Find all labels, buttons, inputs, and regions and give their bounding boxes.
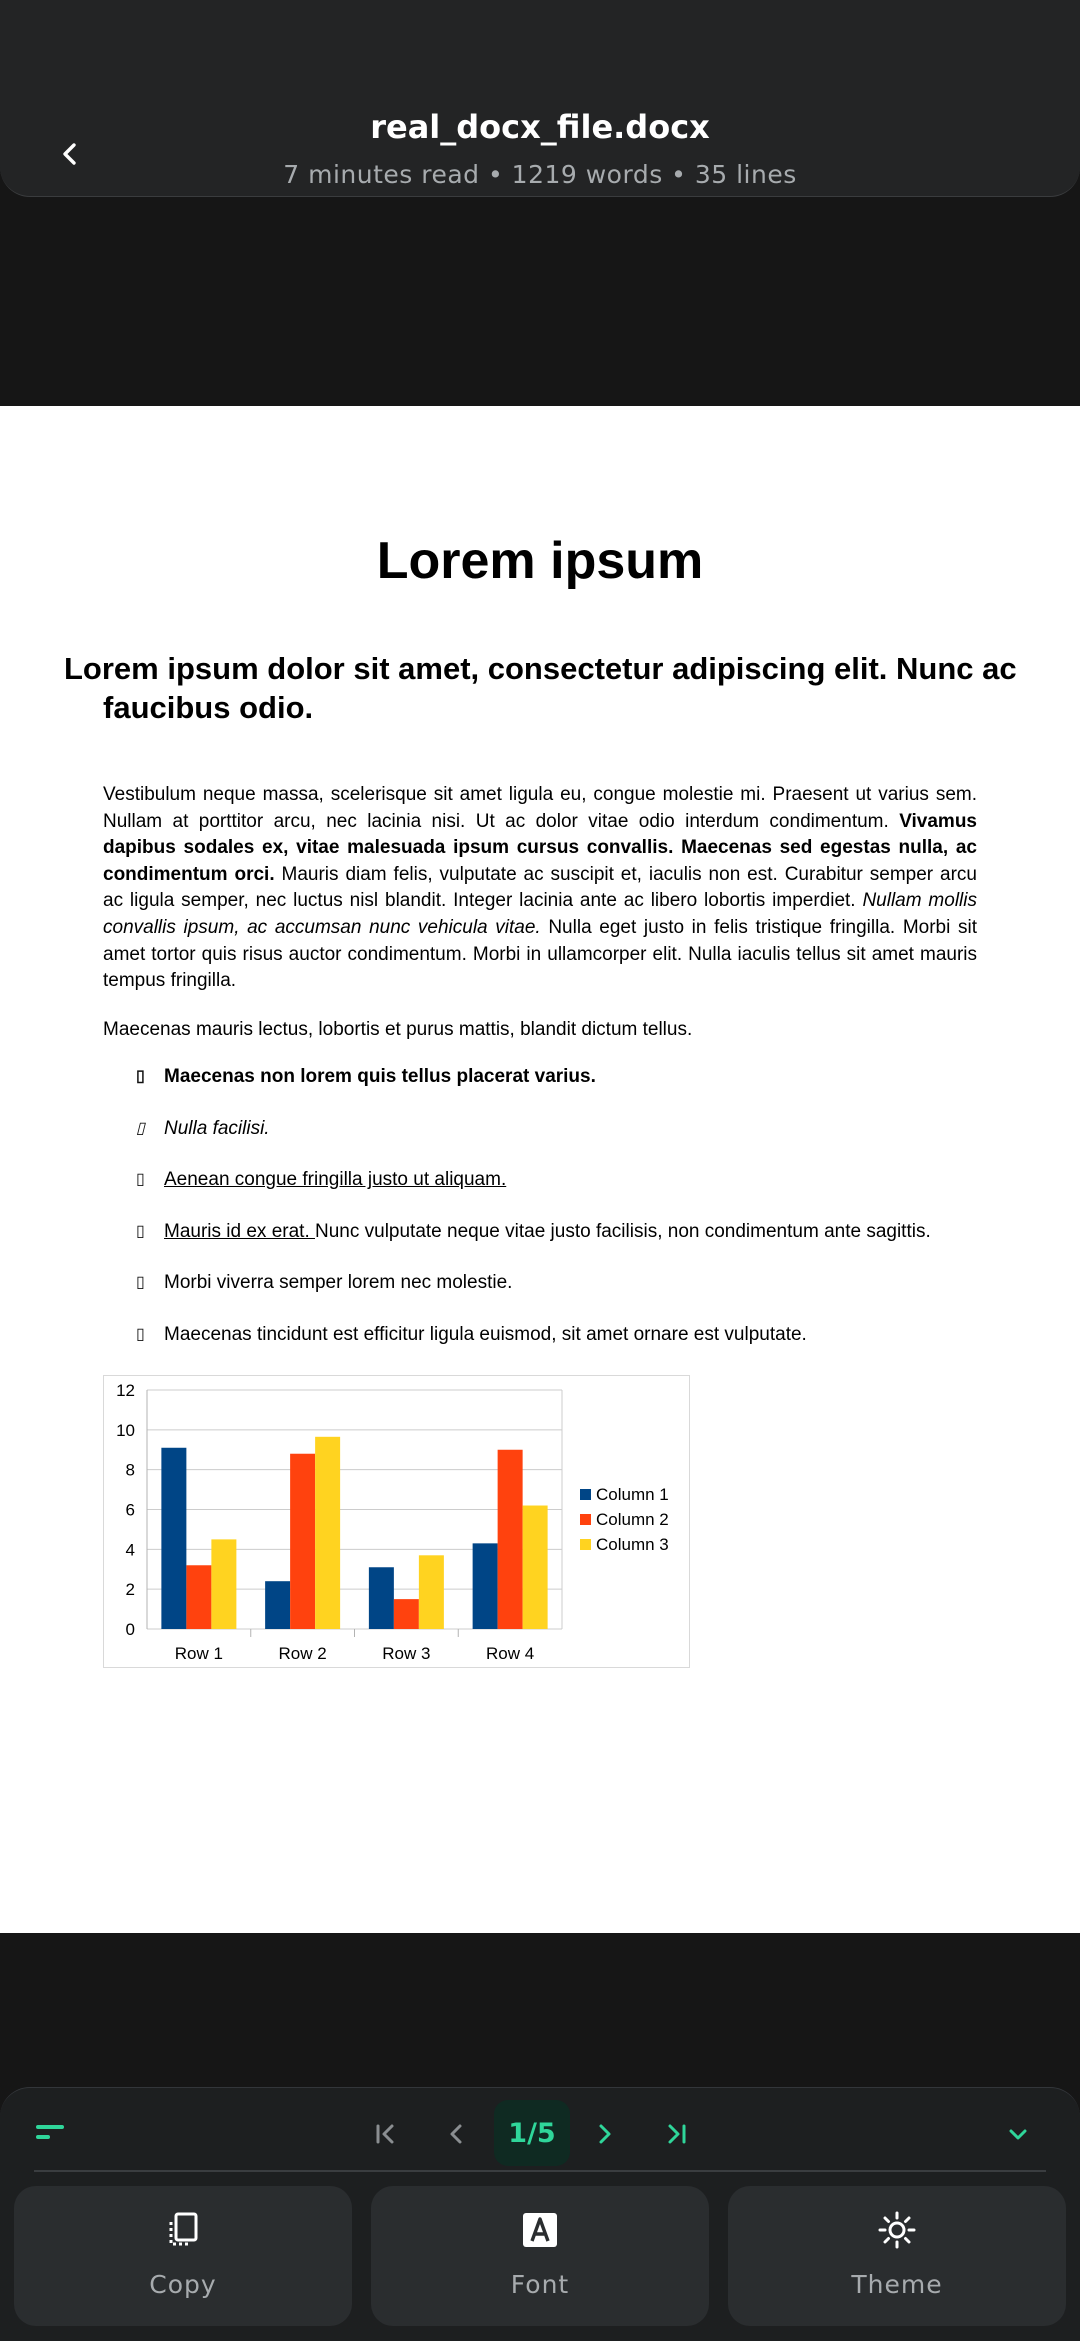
legend-label: Column 2 — [596, 1510, 669, 1529]
bar — [161, 1448, 186, 1629]
font-button[interactable] — [371, 2186, 709, 2326]
bar — [186, 1565, 211, 1629]
list-item: ▯ Mauris id ex erat. Nunc vulputate neque vitae justo facilisis, non condimentum ante sagittis. — [136, 1219, 986, 1271]
legend-swatch — [580, 1514, 591, 1525]
copy-icon — [163, 2210, 203, 2250]
previous-page-button[interactable] — [433, 2110, 481, 2158]
y-tick-label: 8 — [125, 1460, 135, 1480]
next-page-button[interactable] — [580, 2110, 628, 2158]
bullet-glyph: ▯ — [136, 1325, 145, 1343]
legend-swatch — [580, 1489, 591, 1500]
document-title: real_docx_file.docx — [370, 108, 710, 146]
bar — [315, 1437, 340, 1629]
bar-chart — [103, 1375, 690, 1668]
list-item: ▯ Maecenas non lorem quis tellus placerat varius. — [136, 1064, 986, 1116]
y-tick-label: 10 — [116, 1420, 135, 1440]
last-page-button[interactable] — [652, 2110, 700, 2158]
x-tick-label: Row 1 — [174, 1644, 223, 1663]
bar — [369, 1567, 394, 1629]
list-item: ▯ Maecenas tincidunt est efficitur ligula euismod, sit amet ornare est vulputate. — [136, 1322, 986, 1374]
document-meta: 7 minutes read • 1219 words • 35 lines — [283, 160, 797, 189]
list-item: ▯ Aenean congue fringilla justo ut aliquam. — [136, 1167, 986, 1219]
page-indicator[interactable]: 1/5 — [494, 2100, 570, 2166]
chevron-right-icon — [589, 2119, 619, 2149]
bar — [265, 1581, 290, 1629]
bar — [498, 1450, 523, 1629]
collapse-toolbar-button[interactable] — [994, 2110, 1042, 2158]
toc-menu-button[interactable] — [32, 2114, 76, 2158]
list-item: ▯ Morbi viverra semper lorem nec molestie. — [136, 1270, 986, 1322]
x-tick-label: Row 2 — [278, 1644, 327, 1663]
menu-lines-icon — [32, 2114, 76, 2158]
theme-label: Theme — [851, 2270, 943, 2299]
y-tick-label: 12 — [116, 1381, 135, 1400]
chevron-left-icon — [442, 2119, 472, 2149]
legend-swatch — [580, 1539, 591, 1550]
x-tick-label: Row 4 — [486, 1644, 535, 1663]
paragraph-1: Vestibulum neque massa, scelerisque sit amet ligula eu, congue molestie mi. Praesent ut varius sem. Nullam at porttitor arcu, nec lacinia nisi. Ut ac dolor vitae odio interdum condimentum. Vivamus dapibus sodales ex, vitae malesuada ipsum cursus convallis. Maecenas sed egestas nulla, ac condimentum orci. Mauris diam felis, vulputate ac suscipit et, iaculis non est. Curabitur semper arcu ac ligula semper, nec luctus nisl blandit. Integer lacinia ante ac libero lobortis imperdiet. Nullam mollis convallis ipsum, ac accumsan nunc vehicula vitae. Nulla eget justo in felis tristique fringilla. Morbi sit amet tortor quis risus auctor condimentum. Morbi in ullamcorper elit. Nulla iaculis tellus sit amet mauris tempus fringilla. — [103, 784, 978, 992]
y-tick-label: 0 — [125, 1620, 135, 1639]
theme-icon — [877, 2210, 917, 2250]
paragraph-2: Maecenas mauris lectus, lobortis et purus mattis, blandit dictum tellus. — [103, 1019, 693, 1040]
bar — [523, 1506, 548, 1629]
legend-label: Column 3 — [596, 1535, 669, 1554]
document-page[interactable] — [0, 406, 1080, 1933]
list-item: ▯ Nulla facilisi. — [136, 1116, 986, 1168]
doc-heading: Lorem ipsum — [376, 532, 704, 590]
chevron-down-icon — [1003, 2119, 1033, 2149]
doc-subheading: Lorem ipsum dolor sit amet, consectetur adipiscing elit. Nunc ac faucibus odio. — [64, 651, 1017, 725]
copy-label: Copy — [149, 2270, 217, 2299]
font-label: Font — [510, 2270, 570, 2299]
bar — [290, 1454, 315, 1629]
first-page-icon — [371, 2119, 401, 2149]
last-page-icon — [661, 2119, 691, 2149]
bar — [211, 1539, 236, 1629]
x-tick-label: Row 3 — [382, 1644, 431, 1663]
first-page-button[interactable] — [362, 2110, 410, 2158]
font-icon — [520, 2210, 560, 2250]
bottom-toolbar — [0, 2087, 1080, 2341]
y-tick-label: 2 — [125, 1580, 135, 1600]
bullet-glyph: ▯ — [136, 1274, 145, 1292]
bar — [419, 1555, 444, 1629]
bullet-glyph: ▯ — [136, 1068, 145, 1085]
y-tick-label: 4 — [125, 1540, 135, 1560]
bullet-glyph: ▯ — [136, 1119, 145, 1137]
bullet-glyph: ▯ — [136, 1222, 145, 1240]
bullet-glyph: ▯ — [136, 1171, 145, 1189]
y-tick-label: 6 — [125, 1500, 135, 1520]
bar — [394, 1599, 419, 1629]
theme-button[interactable] — [728, 2186, 1066, 2326]
top-app-bar — [0, 0, 1080, 197]
toolbar-divider — [34, 2170, 1046, 2172]
copy-button[interactable] — [14, 2186, 352, 2326]
legend-label: Column 1 — [596, 1485, 669, 1504]
bar — [473, 1543, 498, 1629]
bullet-list — [136, 1064, 986, 1374]
